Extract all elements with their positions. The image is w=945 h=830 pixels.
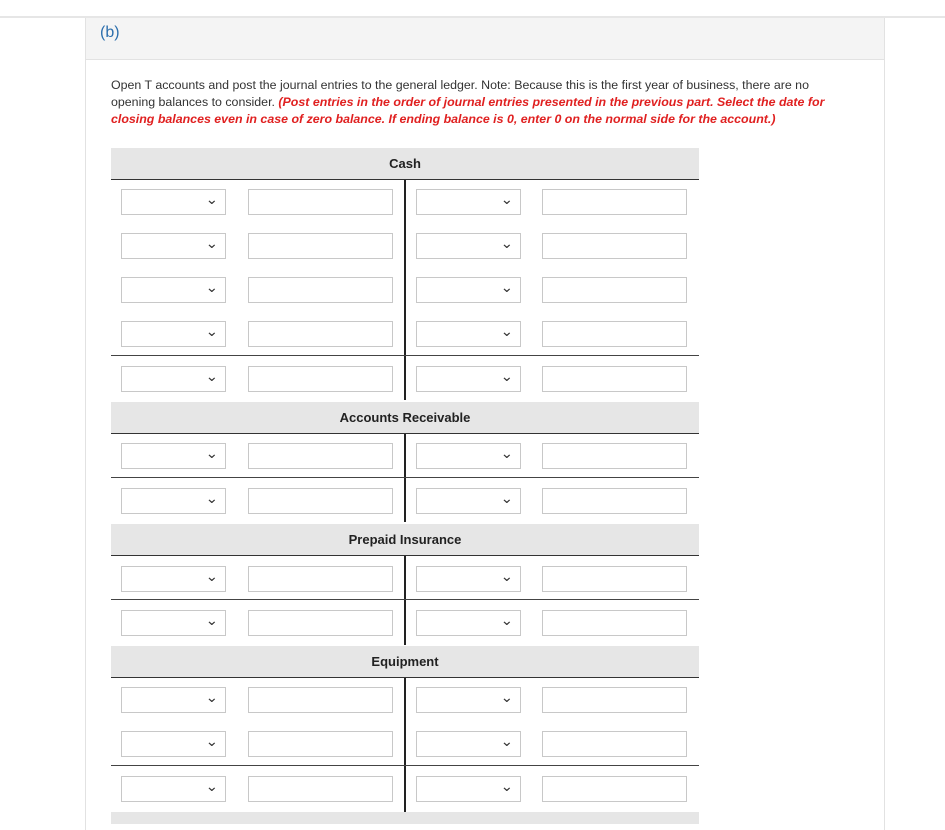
debit-amount-input[interactable] [248, 321, 393, 347]
debit-amount-input[interactable] [248, 687, 393, 713]
chevron-down-icon: ⌄ [500, 191, 514, 207]
chevron-down-icon: ⌄ [205, 733, 219, 749]
debit-amount-input[interactable] [248, 366, 393, 392]
credit-amount-input[interactable] [542, 776, 687, 802]
credit-date-select[interactable] [416, 233, 521, 259]
account-title: Cash [111, 148, 699, 180]
debit-date-select[interactable] [121, 687, 226, 713]
chevron-down-icon: ⌄ [500, 689, 514, 705]
credit-amount-input[interactable] [542, 321, 687, 347]
credit-date-select[interactable] [416, 443, 521, 469]
part-header [85, 18, 885, 60]
debit-date-select[interactable] [121, 366, 226, 392]
debit-amount-input[interactable] [248, 776, 393, 802]
credit-amount-input[interactable] [542, 443, 687, 469]
chevron-down-icon: ⌄ [500, 568, 514, 584]
debit-amount-input[interactable] [248, 443, 393, 469]
debit-amount-input[interactable] [248, 610, 393, 636]
chevron-down-icon: ⌄ [205, 235, 219, 251]
chevron-down-icon: ⌄ [500, 235, 514, 251]
chevron-down-icon: ⌄ [500, 323, 514, 339]
debit-date-select[interactable] [121, 731, 226, 757]
credit-amount-input[interactable] [542, 687, 687, 713]
instructions [111, 77, 851, 128]
credit-date-select[interactable] [416, 566, 521, 592]
credit-amount-input[interactable] [542, 366, 687, 392]
balance-line [111, 355, 699, 356]
t-account-divider [404, 434, 406, 522]
balance-line [111, 477, 699, 478]
chevron-down-icon: ⌄ [205, 368, 219, 384]
debit-date-select[interactable] [121, 566, 226, 592]
chevron-down-icon: ⌄ [205, 445, 219, 461]
credit-date-select[interactable] [416, 687, 521, 713]
credit-date-select[interactable] [416, 488, 521, 514]
credit-amount-input[interactable] [542, 731, 687, 757]
debit-amount-input[interactable] [248, 566, 393, 592]
credit-date-select[interactable] [416, 366, 521, 392]
chevron-down-icon: ⌄ [205, 612, 219, 628]
chevron-down-icon: ⌄ [500, 490, 514, 506]
debit-date-select[interactable] [121, 610, 226, 636]
debit-date-select[interactable] [121, 321, 226, 347]
chevron-down-icon: ⌄ [500, 733, 514, 749]
instructions-main: Open T accounts and post the journal entries to the general ledger. Note: Because this is the first year of business, there are no opening balances to consider. [111, 78, 809, 109]
next-account-title-bar [111, 812, 699, 824]
chevron-down-icon: ⌄ [500, 279, 514, 295]
account-title: Accounts Receivable [111, 402, 699, 434]
t-account-divider [404, 678, 406, 812]
balance-line [111, 765, 699, 766]
account-title: Prepaid Insurance [111, 524, 699, 556]
credit-date-select[interactable] [416, 776, 521, 802]
debit-date-select[interactable] [121, 277, 226, 303]
debit-date-select[interactable] [121, 443, 226, 469]
chevron-down-icon: ⌄ [205, 191, 219, 207]
credit-date-select[interactable] [416, 321, 521, 347]
instructions-emphasis: (Post entries in the order of journal entries presented in the previous part. Select the date for closing balances even in case of zero balance. If ending balance is 0, enter 0 on the normal side for the account.) [111, 95, 825, 126]
chevron-down-icon: ⌄ [205, 689, 219, 705]
debit-amount-input[interactable] [248, 488, 393, 514]
chevron-down-icon: ⌄ [500, 612, 514, 628]
credit-amount-input[interactable] [542, 610, 687, 636]
chevron-down-icon: ⌄ [205, 778, 219, 794]
chevron-down-icon: ⌄ [500, 778, 514, 794]
t-account-divider [404, 556, 406, 645]
debit-date-select[interactable] [121, 189, 226, 215]
debit-date-select[interactable] [121, 776, 226, 802]
credit-date-select[interactable] [416, 189, 521, 215]
credit-amount-input[interactable] [542, 277, 687, 303]
chevron-down-icon: ⌄ [500, 445, 514, 461]
chevron-down-icon: ⌄ [205, 279, 219, 295]
chevron-down-icon: ⌄ [500, 368, 514, 384]
credit-amount-input[interactable] [542, 566, 687, 592]
debit-amount-input[interactable] [248, 233, 393, 259]
credit-date-select[interactable] [416, 731, 521, 757]
credit-amount-input[interactable] [542, 189, 687, 215]
chevron-down-icon: ⌄ [205, 568, 219, 584]
credit-date-select[interactable] [416, 277, 521, 303]
chevron-down-icon: ⌄ [205, 490, 219, 506]
credit-amount-input[interactable] [542, 488, 687, 514]
t-account-divider [404, 180, 406, 400]
debit-amount-input[interactable] [248, 189, 393, 215]
debit-date-select[interactable] [121, 488, 226, 514]
debit-date-select[interactable] [121, 233, 226, 259]
account-title: Equipment [111, 646, 699, 678]
credit-date-select[interactable] [416, 610, 521, 636]
debit-amount-input[interactable] [248, 277, 393, 303]
credit-amount-input[interactable] [542, 233, 687, 259]
balance-line [111, 599, 699, 600]
part-label: (b) [100, 24, 120, 41]
debit-amount-input[interactable] [248, 731, 393, 757]
chevron-down-icon: ⌄ [205, 323, 219, 339]
